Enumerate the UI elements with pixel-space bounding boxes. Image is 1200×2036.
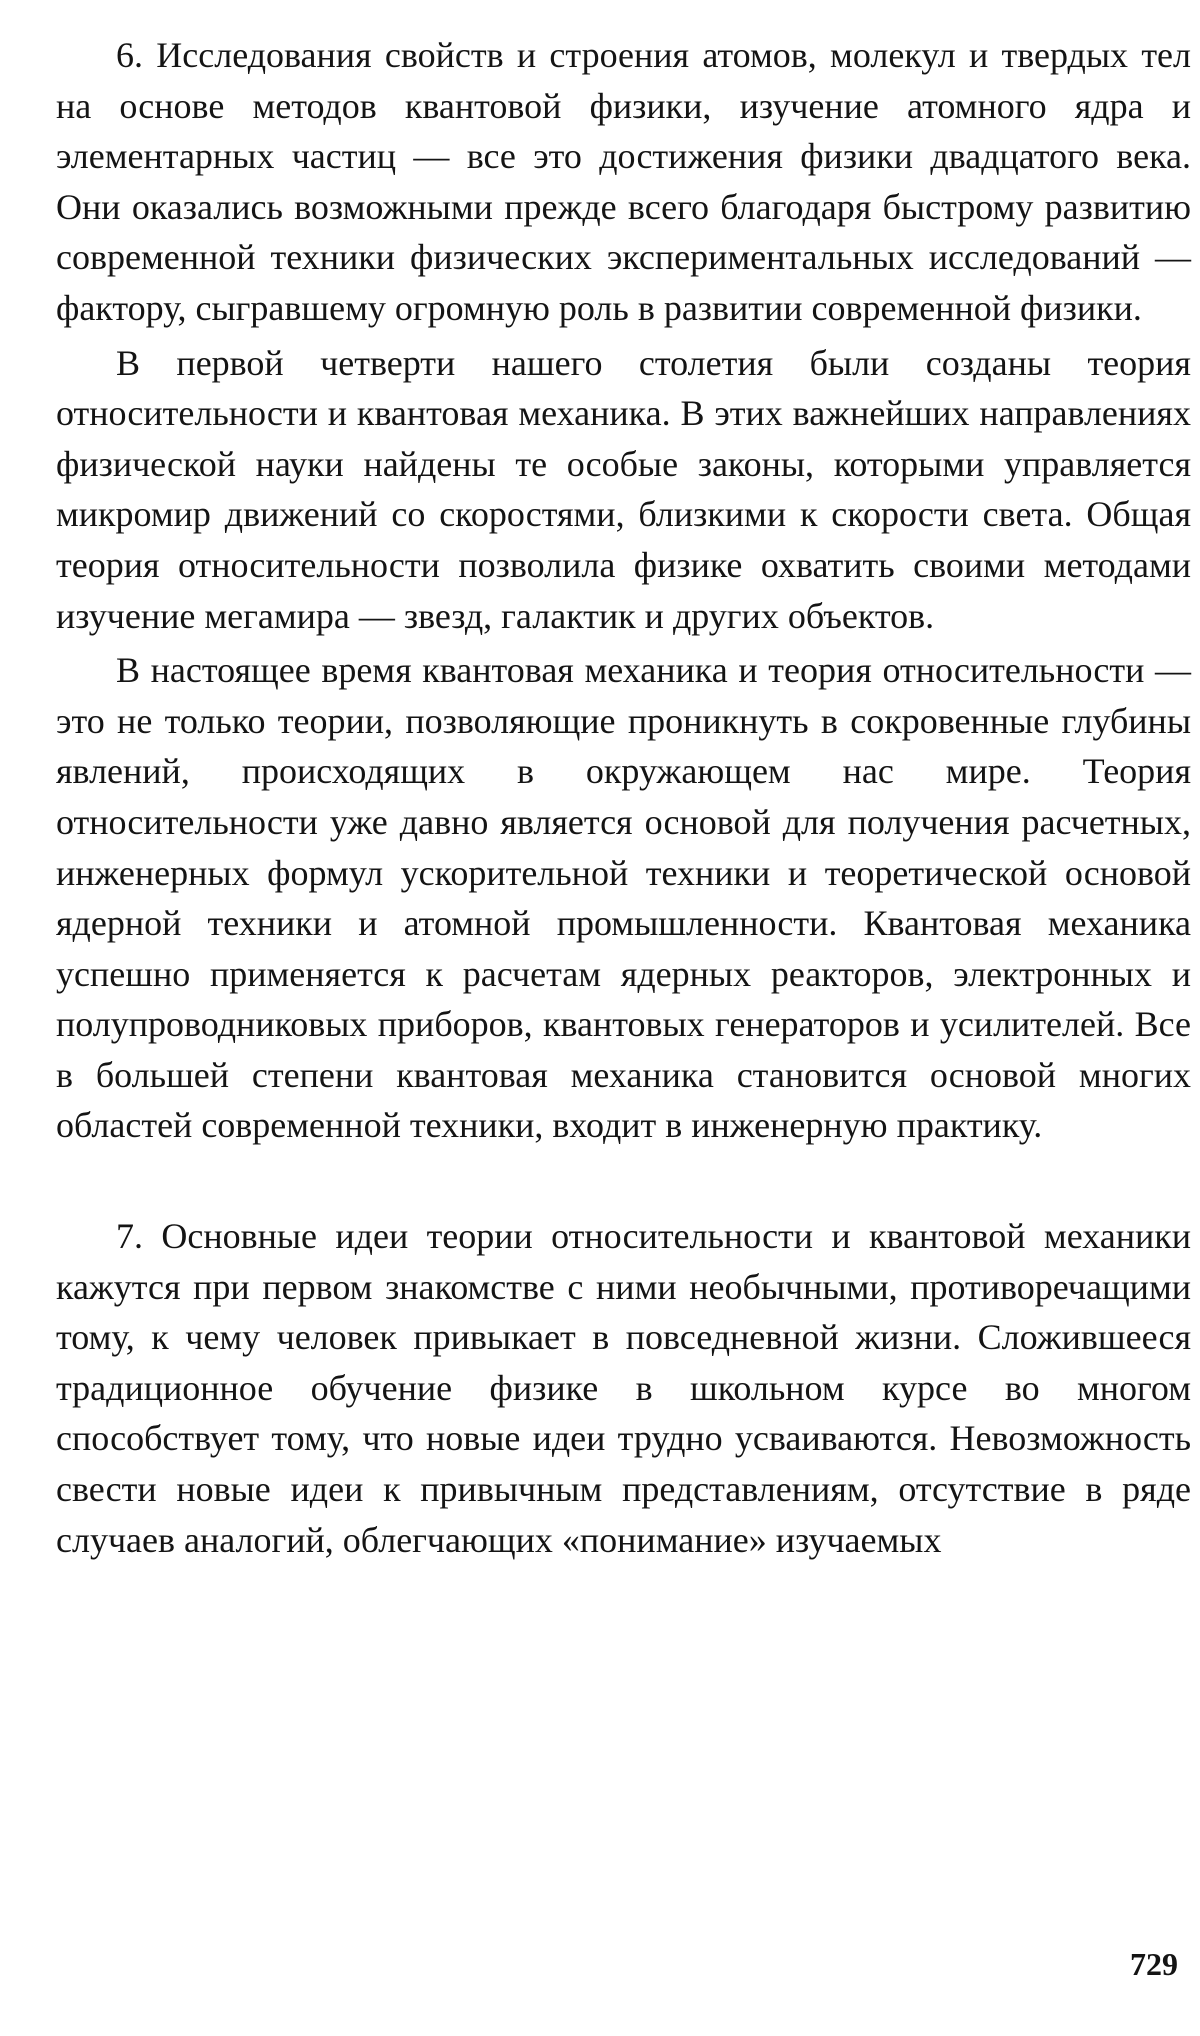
paragraph-present-time: В настоящее время квантовая механика и теория относительности — это не только теории, позволяющие проникнуть в сокровенные глубины явлений, происходящих в окружающем нас мире. Теория относительности уже давно является основой для получения расчетных, инженерных формул ускорительной техники и теоретической основой ядерной техники и атомной промышленности. Квантовая механика успешно применяется к расчетам ядерных реакторов, электронных и полупроводниковых приборов, квантовых генераторов и усилителей. Все в большей степени квантовая механика становится основой многих областей современной техники, входит в инженерную практику. <box>56 650 1191 1146</box>
paragraph-section-7-intro: 7. Основные идеи теории относительности и квантовой механики кажутся при первом знакомстве с ними необычными, противоречащими тому, к чему человек привыкает в повседневной жизни. Сложившееся традиционное обучение физике в школьном курсе во многом способствует тому, что новые идеи трудно усваиваются. Невозможность свести новые идеи к привычным представлениям, отсутствие в ряде случаев аналогий, облегчающих «понимание» изучаемых <box>56 1216 1191 1560</box>
paragraph-section-6-intro: 6. Исследования свойств и строения атомов, молекул и твердых тел на основе методов квантовой физики, изучение атомного ядра и элементарных частиц — все это достижения физики двадцатого века. Они оказались возможными прежде всего благодаря быстрому развитию современной техники физических экспериментальных исследований — фактору, сыгравшему огромную роль в развитии современной физики. <box>56 35 1191 328</box>
text-column <box>56 30 1191 1565</box>
page-number: 729 <box>1130 1946 1178 1982</box>
paragraph-first-quarter-century: В первой четверти нашего столетия были созданы теория относительности и квантовая механика. В этих важнейших направлениях физической науки найдены те особые законы, которыми управляется микромир движений со скоростями, близкими к скорости света. Общая теория относительности позволила физике охватить своими методами изучение мегамира — звезд, галактик и других объектов. <box>56 342 1191 636</box>
